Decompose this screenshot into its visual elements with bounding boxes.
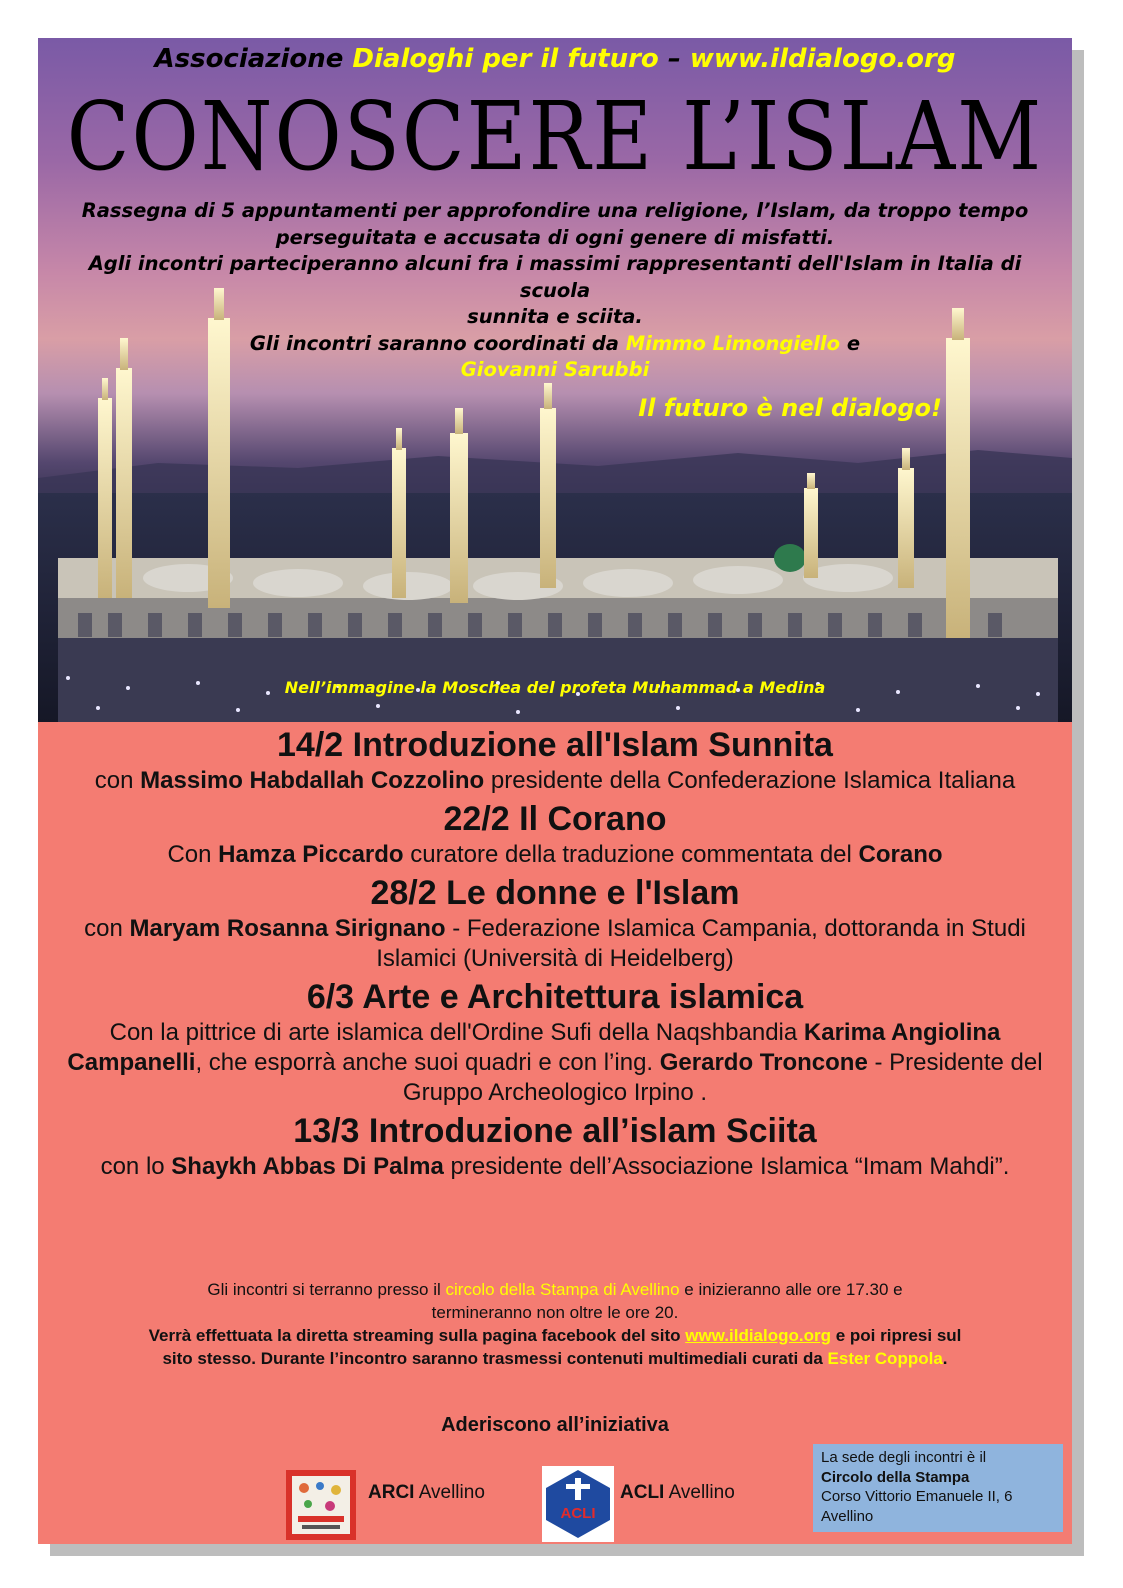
venue-line-4: Avellino [821, 1507, 874, 1525]
event-5 [52, 1110, 1058, 1182]
multimedia-curator: Ester Coppola [827, 1349, 943, 1368]
intro-line-1: Rassegna di 5 appuntamenti per approfondire una religione, l’Islam, da troppo tempo [81, 199, 1029, 222]
info-text: sito stesso. Durante l’incontro saranno trasmessi contenuti multimediali curati da [162, 1349, 823, 1368]
arci-logo [286, 1470, 356, 1540]
event-description [52, 840, 1058, 870]
info-text: Gli incontri si terranno presso il [207, 1280, 441, 1299]
event-text: - Federazione Islamica Campania, dottoranda in Studi Islamici (Università di Heidelberg) [376, 915, 1026, 972]
event-title: 22/2 Il Corano [443, 800, 667, 838]
info-line-1 [48, 1278, 1062, 1301]
event-2 [52, 798, 1058, 870]
arci-city: Avellino [418, 1482, 485, 1503]
event-text: con [84, 915, 123, 942]
acli-logo [542, 1466, 614, 1542]
acli-name: ACLI [620, 1482, 665, 1503]
intro-coordinators-prefix: Gli incontri saranno coordinati da [249, 331, 619, 355]
speaker-name: Hamza Piccardo [218, 841, 404, 868]
info-line-2: termineranno non oltre le ore 20. [431, 1303, 679, 1322]
info-text: e inizieranno alle ore 17.30 e [684, 1280, 903, 1299]
intro-line-6 [68, 357, 1042, 384]
event-text: curatore della traduzione commentata del [410, 841, 852, 868]
info-line-3 [48, 1324, 1062, 1347]
arci-name: ARCI [368, 1482, 415, 1503]
speaker-name: Shaykh Abbas Di Palma [171, 1153, 444, 1180]
association-name: Dialoghi per il futuro [352, 44, 659, 74]
venue-line-1: La sede degli incontri è il [821, 1449, 987, 1466]
association-website: www.ildialogo.org [689, 44, 956, 74]
motto: Il futuro è nel dialogo! [638, 394, 942, 422]
info-line-4 [48, 1347, 1062, 1370]
program-section [38, 722, 1072, 1544]
speaker-name: Massimo Habdallah Cozzolino [140, 767, 485, 794]
venue-line-2 [821, 1468, 1063, 1488]
event-description [52, 766, 1058, 796]
intro-text [68, 198, 1042, 384]
venue-line-3: Corso Vittorio Emanuele II, 6 [821, 1488, 1013, 1505]
speaker-name: Maryam Rosanna Sirignano [129, 915, 446, 942]
event-title: 28/2 Le donne e l'Islam [370, 874, 740, 912]
intro-line-2: perseguitata e accusata di ogni genere di misfatti. [275, 225, 835, 249]
speaker-name: Gerardo Troncone [659, 1049, 868, 1076]
acli-city: Avellino [668, 1482, 735, 1503]
association-line [38, 44, 1072, 74]
poster-title: CONOSCERE L’ISLAM [66, 82, 1044, 193]
event-text: con lo [100, 1153, 165, 1180]
events-list [52, 724, 1058, 1184]
venue-name: circolo della Stampa di Avellino [445, 1280, 680, 1299]
image-caption: Nell’immagine la Moschea del profeta Muhammad a Medina [284, 678, 826, 697]
event-description [52, 1018, 1058, 1108]
practical-info [48, 1278, 1062, 1370]
coordinator-1: Mimmo Limongiello [625, 331, 841, 355]
event-description [52, 914, 1058, 974]
acli-label [620, 1482, 735, 1504]
poster [38, 38, 1072, 1544]
event-text: , che esporrà anche suoi quadri e con l’ing. [195, 1049, 654, 1076]
info-text: . [942, 1349, 948, 1368]
event-text: - Presidente del Gruppo Archeologico Irpino . [402, 1049, 1043, 1106]
hero-photo [38, 38, 1072, 722]
intro-line-3: Agli incontri parteciperanno alcuni fra i massimi rappresentanti dell'Islam in Italia di scuola [88, 252, 1022, 302]
intro-line-5 [68, 331, 1042, 358]
coordinator-2: Giovanni Sarubbi [460, 358, 650, 381]
event-title: 14/2 Introduzione all'Islam Sunnita [277, 726, 833, 764]
venue-box [813, 1444, 1063, 1532]
event-text: Con la pittrice di arte islamica dell'Ordine Sufi della Naqshbandia [109, 1019, 798, 1046]
intro-line-4: sunnita e sciita. [467, 305, 643, 328]
event-text: Con [167, 841, 212, 868]
speaker-name: Karima Angiolina Campanelli [67, 1019, 1001, 1076]
website-link[interactable]: www.ildialogo.org [685, 1326, 831, 1345]
supporters-heading: Aderiscono all’iniziativa [441, 1414, 669, 1436]
intro-conjunction: e [846, 331, 861, 355]
event-3 [52, 872, 1058, 974]
acli-logo-text: ACLI [560, 1505, 596, 1522]
info-text: Verrà effettuata la diretta streaming sulla pagina facebook del sito [148, 1326, 681, 1345]
event-text: presidente dell’Associazione Islamica “Imam Mahdi”. [450, 1153, 1010, 1180]
event-title: 6/3 Arte e Architettura islamica [306, 978, 804, 1016]
event-text: presidente della Confederazione Islamica Italiana [490, 767, 1016, 794]
event-4 [52, 976, 1058, 1108]
event-1 [52, 724, 1058, 796]
event-text: con [94, 767, 134, 794]
book-name: Corano [858, 841, 943, 868]
event-title: 13/3 Introduzione all’islam Sciita [293, 1112, 817, 1150]
association-prefix: Associazione [154, 44, 344, 74]
event-description [52, 1152, 1058, 1182]
arci-label [368, 1482, 485, 1504]
association-separator: – [667, 44, 681, 74]
venue-title: Circolo della Stampa [821, 1468, 970, 1486]
info-text: e poi ripresi sul [835, 1326, 962, 1345]
